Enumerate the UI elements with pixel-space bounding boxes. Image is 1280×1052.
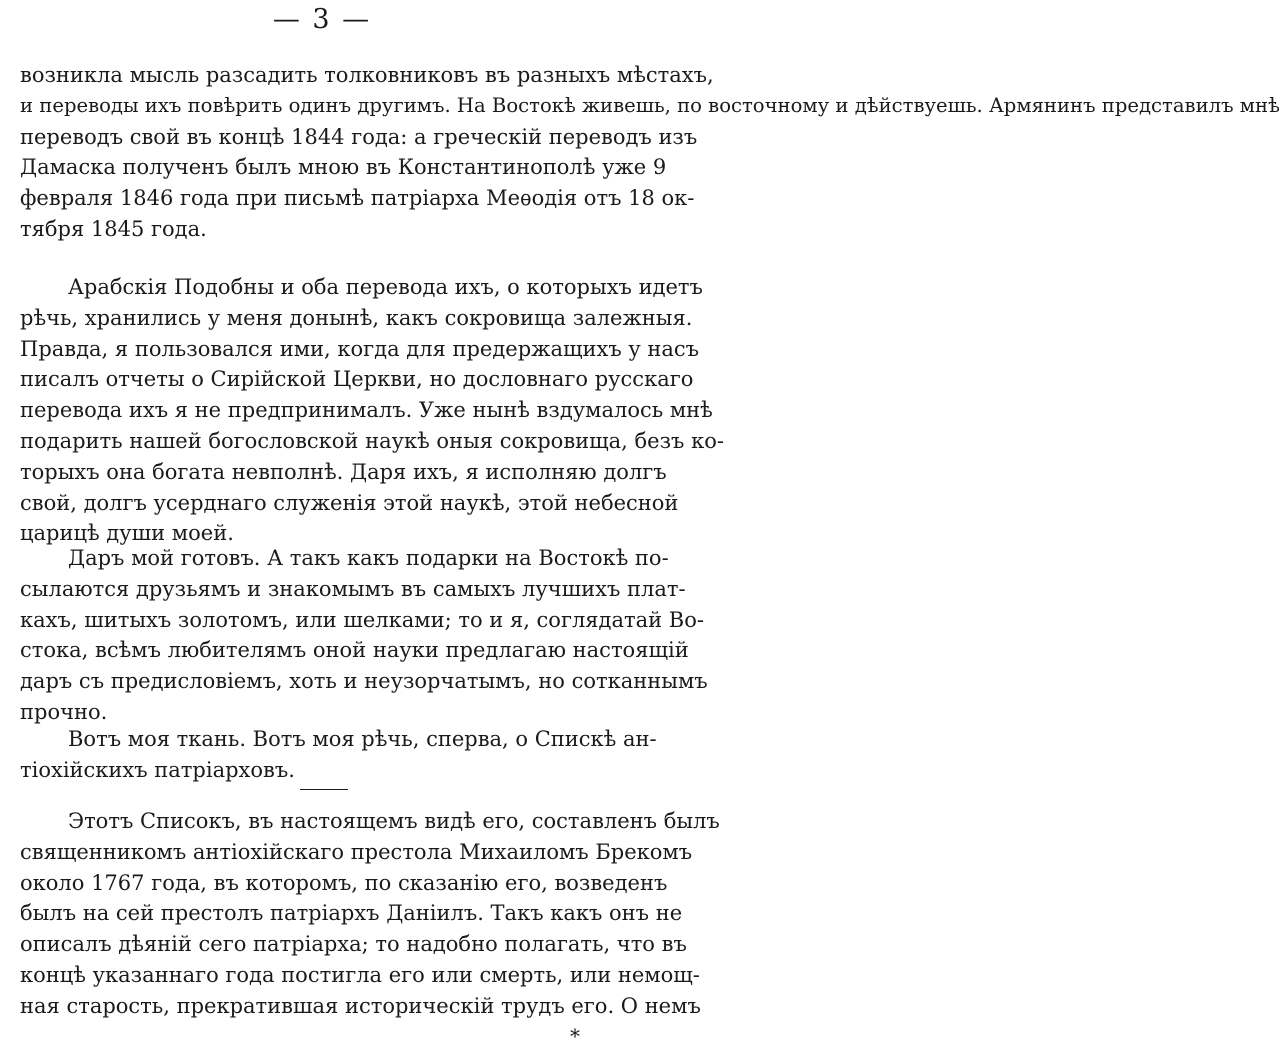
text-line: Правда, я пользовался ими, когда для предержащихъ у насъ [20,336,700,361]
text-line: священникомъ антіохійскаго престола Михаиломъ Брекомъ [20,839,693,864]
paragraph-4 [20,724,657,786]
text-line: прочно. [20,699,108,724]
paragraph-2 [20,272,724,549]
text-line: ная старость, прекратившая историческій трудъ его. О немъ [20,993,701,1018]
text-line: Даръ мой готовъ. А такъ какъ подарки на Востокѣ по- [68,546,669,570]
text-line: Этотъ Списокъ, въ настоящемъ видѣ его, составленъ былъ [68,809,720,833]
text-line: Арабскія Подобны и оба перевода ихъ, о которыхъ идетъ [68,275,703,299]
paragraph-5 [20,806,720,1022]
text-line: Вотъ моя ткань. Вотъ моя рѣчь, сперва, о Спискѣ ан- [68,727,657,751]
text-line: стока, всѣмъ любителямъ оной науки предлагаю настоящій [20,638,689,663]
text-line: даръ съ предисловіемъ, хоть и неузорчатымъ, но сотканнымъ [20,669,708,694]
paragraph-1 [20,60,1280,245]
text-line: сылаются друзьямъ и знакомымъ въ самыхъ лучшихъ плат- [20,576,686,601]
text-line: переводъ свой въ концѣ 1844 года: а греческій переводъ изъ [20,124,698,149]
footnote-mark: * [570,1024,580,1048]
text-line: царицѣ души моей. [20,521,234,546]
text-line: свой, долгъ усерднаго служенія этой наукѣ, этой небесной [20,490,679,515]
text-line: рѣчь, хранились у меня донынѣ, какъ сокровища залежныя. [20,305,693,330]
text-line: тября 1845 года. [20,216,207,241]
text-line: февраля 1846 года при письмѣ патріарха Меѳодія отъ 18 ок- [20,186,695,211]
text-line: торыхъ она богата невполнѣ. Даря ихъ, я исполняю долгъ [20,459,667,484]
text-line: возникла мысль разсадить толковниковъ въ разныхъ мѣстахъ, [20,63,714,87]
text-line: около 1767 года, въ которомъ, по сказанію его, возведенъ [20,870,668,895]
text-line: перевода ихъ я не предпринималъ. Уже нынѣ вздумалось мнѣ [20,398,713,423]
text-line: писалъ отчеты о Сирійской Церкви, но дословнаго русскаго [20,367,694,392]
text-line: Дамаска полученъ былъ мною въ Константинополѣ уже 9 [20,155,667,180]
text-line: былъ на сей престолъ патріархъ Даніилъ. Такъ какъ онъ не [20,901,683,926]
page-number: — 3 — [272,4,372,35]
text-line: и переводы ихъ повѣрить одинъ другимъ. На Востокѣ живешь, по восточному и дѣйствуешь. Армянинъ представилъ мнѣ [20,93,1280,117]
text-line: тіохійскихъ патріарховъ. [20,757,295,782]
section-divider [300,789,348,790]
paragraph-3 [20,543,708,728]
text-line: подарить нашей богословской наукѣ оныя сокровища, безъ ко- [20,428,724,453]
text-line: концѣ указаннаго года постигла его или смерть, или немощ- [20,962,700,987]
text-line: описалъ дѣяній сего патріарха; то надобно полагать, что въ [20,932,687,957]
text-line: кахъ, шитыхъ золотомъ, или шелками; то и я, соглядатай Во- [20,607,704,632]
